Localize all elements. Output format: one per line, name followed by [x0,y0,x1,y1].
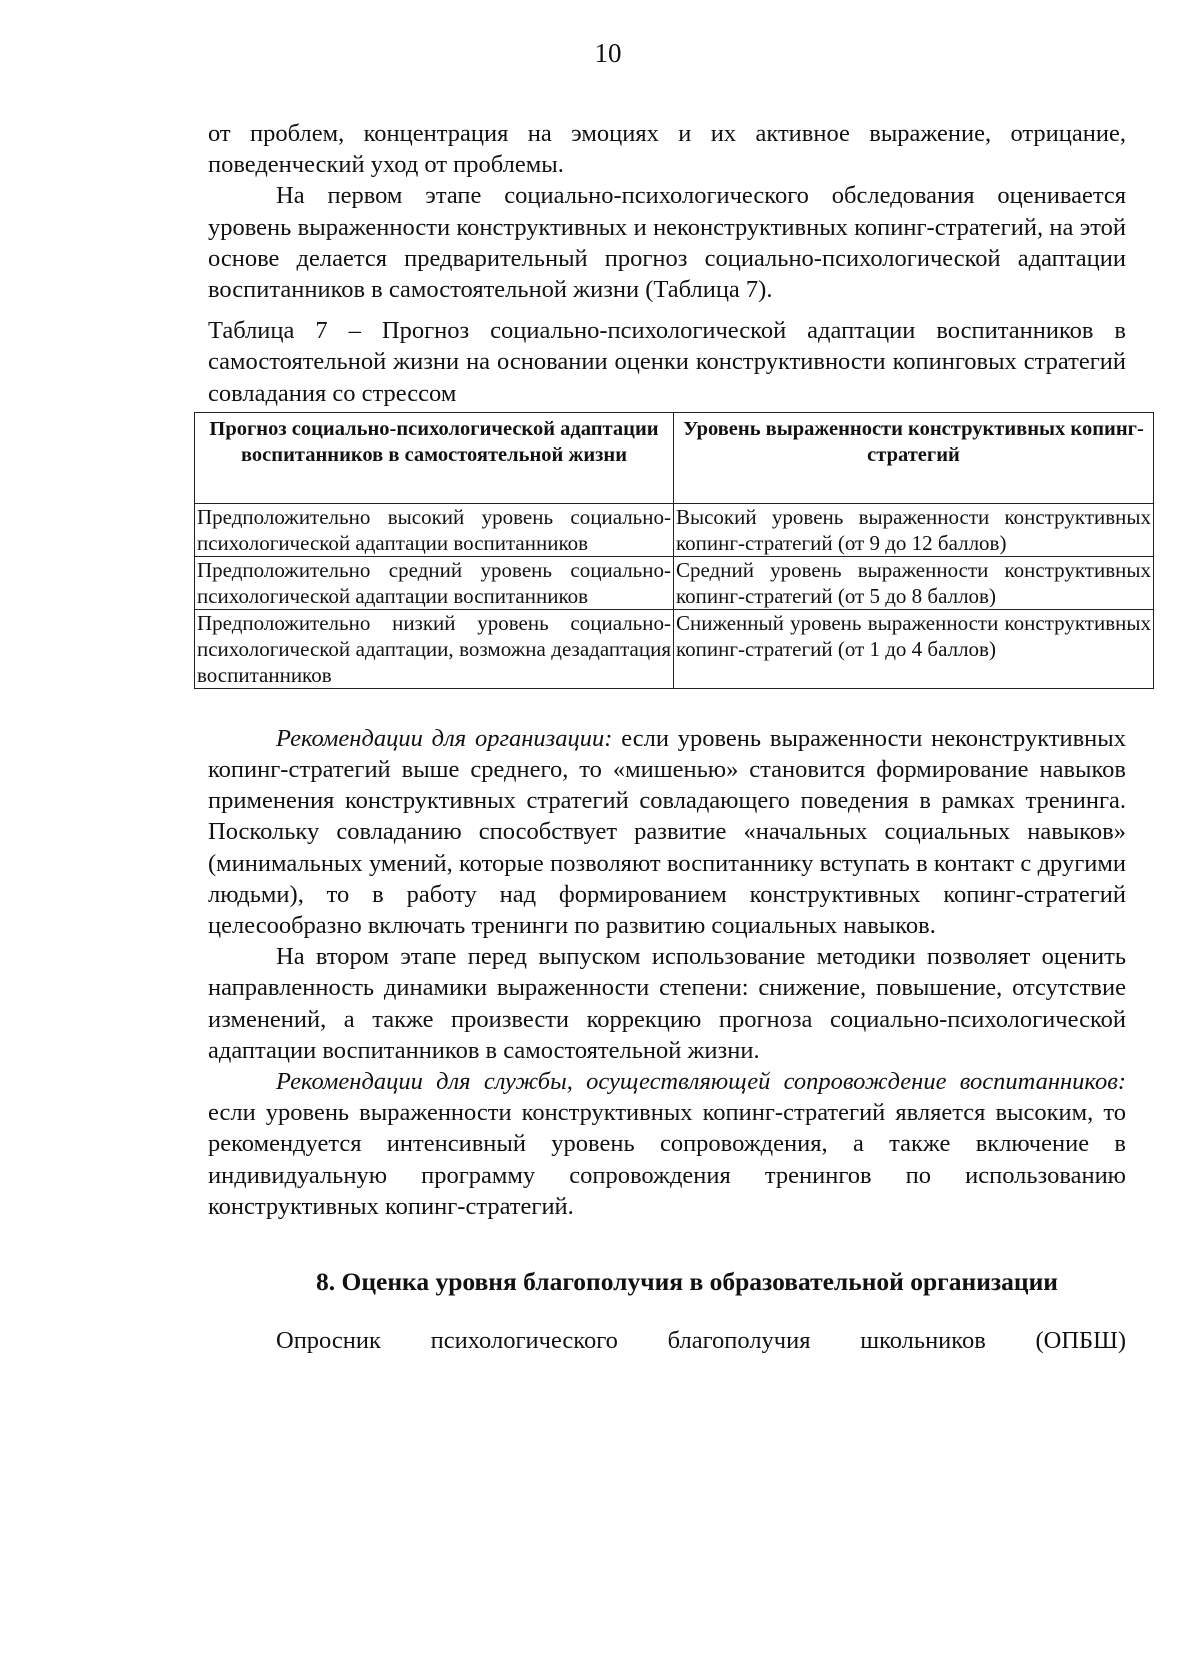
paragraph-second-stage: На втором этапе перед выпуском использование методики позволяет оценить направленность динамики выраженности степени: снижение, повышение, отсутствие изменений, а также произвести коррекцию прогноза социально-психологической адаптации воспитанников в самостоятельной жизни. [208,943,1126,1064]
recommendations-organization [208,723,1126,941]
recommendations-service-text: если уровень выраженности конструктивных копинг-стратегий является высоким, то рекомендуется интенсивный уровень сопровождения, а также включение в индивидуальную программу сопровождения тренингов по использованию конструктивных копинг-стратегий. [208,1099,1126,1220]
table-cell-forecast: Предположительно средний уровень социально-психологической адаптации воспитанников [195,556,674,609]
table-caption: Таблица 7 – Прогноз социально-психологической адаптации воспитанников в самостоятельной жизни на основании оценки конструктивности копинговых стратегий совладания со стрессом [208,317,1126,407]
paragraph-first-stage: На первом этапе социально-психологического обследования оценивается уровень выраженности конструктивных и неконструктивных копинг-стратегий, на этой основе делается предварительный прогноз социально-психологической адаптации воспитанников в самостоятельной жизни (Таблица 7). [208,182,1126,304]
forecast-table [194,412,1154,689]
table-cell-level: Средний уровень выраженности конструктивных копинг-стратегий (от 5 до 8 баллов) [674,556,1154,609]
table-cell-level: Сниженный уровень выраженности конструктивных копинг-стратегий (от 1 до 4 баллов) [674,609,1154,688]
document-body [197,118,1151,1356]
table-cell-forecast: Предположительно высокий уровень социально-психологической адаптации воспитанников [195,503,674,556]
paragraph-questionnaire: Опросник психологического благополучия школьников (ОПБШ) [276,1327,1126,1355]
table-cell-forecast: Предположительно низкий уровень социально-психологической адаптации, возможна дезадаптация воспитанников [195,609,674,688]
table-header-row [195,412,1154,503]
table-header-forecast: Прогноз социально-психологической адаптации воспитанников в самостоятельной жизни [195,412,674,503]
table-cell-level: Высокий уровень выраженности конструктивных копинг-стратегий (от 9 до 12 баллов) [674,503,1154,556]
table-row [195,503,1154,556]
recommendations-service [208,1066,1126,1222]
recommendations-organization-text: если уровень выраженности неконструктивных копинг-стратегий выше среднего, то «мишенью» становится формирование навыков применения конструктивных стратегий совладающего поведения в рамках тренинга. Поскольку совладанию способствует развитие «начальных социальных навыков» (минимальных умений, которые позволяют воспитаннику вступать в контакт с другими людьми), то в работу над формированием конструктивных копинг-стратегий целесообразно включать тренинги по развитию социальных навыков. [208,724,1126,940]
table-row [195,609,1154,688]
section-heading: 8. Оценка уровня благополучия в образовательной организации [316,1267,1058,1297]
recommendations-service-label: Рекомендации для службы, осуществляющей сопровождение воспитанников: [276,1068,1126,1096]
table-row [195,556,1154,609]
recommendations-organization-label: Рекомендации для организации: [276,724,613,752]
paragraph-continuation: от проблем, концентрация на эмоциях и их активное выражение, отрицание, поведенческий уход от проблемы. [208,120,1126,179]
page-number: 10 [594,38,622,68]
table-header-level: Уровень выраженности конструктивных копинг-стратегий [674,412,1154,503]
table-wrapper [194,412,1151,689]
